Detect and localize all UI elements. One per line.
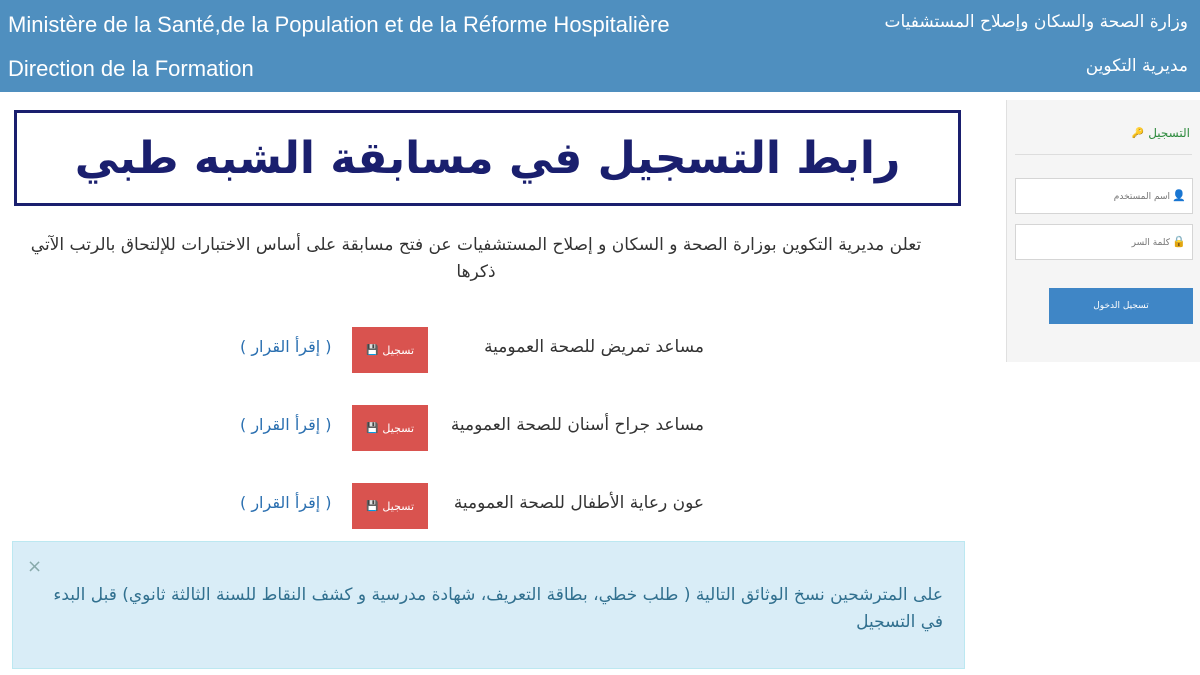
login-panel-title bbox=[1132, 126, 1190, 140]
alert-text: على المترشحين نسخ الوثائق التالية ( طلب خطي، بطاقة التعريف، شهادة مدرسية و كشف النقاط للسنة الثالثة ثانوي) قبل البدء في التسجيل bbox=[53, 585, 943, 632]
register-button[interactable] bbox=[352, 405, 428, 451]
read-decision-link[interactable]: ( إقرأ القرار ) bbox=[240, 493, 332, 512]
register-label: تسجيل bbox=[382, 499, 415, 513]
position-label: مساعد تمريض للصحة العمومية bbox=[484, 337, 704, 357]
user-icon: 👤 bbox=[1172, 189, 1186, 202]
position-label: مساعد جراح أسنان للصحة العمومية bbox=[450, 415, 704, 435]
save-icon: 💾 bbox=[365, 422, 379, 434]
documents-alert bbox=[12, 541, 965, 669]
close-icon[interactable]: × bbox=[27, 556, 43, 577]
divider bbox=[1015, 154, 1192, 155]
password-field bbox=[1015, 224, 1193, 260]
position-label: عون رعاية الأطفال للصحة العمومية bbox=[453, 493, 704, 513]
password-input[interactable] bbox=[1018, 225, 1172, 261]
key-icon: 🔑 bbox=[1131, 127, 1145, 139]
site-header bbox=[0, 0, 1200, 92]
direction-title-fr: Direction de la Formation bbox=[8, 56, 254, 81]
save-icon: 💾 bbox=[365, 344, 379, 356]
read-decision-link[interactable]: ( إقرأ القرار ) bbox=[240, 415, 332, 434]
login-button[interactable]: تسجيل الدخول bbox=[1049, 288, 1193, 324]
banner-title: رابط التسجيل في مسابقة الشبه طبي bbox=[74, 132, 901, 184]
register-label: تسجيل bbox=[382, 343, 415, 357]
registration-banner bbox=[14, 110, 961, 206]
save-icon: 💾 bbox=[365, 500, 379, 512]
username-field bbox=[1015, 178, 1193, 214]
intro-text: تعلن مديرية التكوين بوزارة الصحة و السكان و إصلاح المستشفيات عن فتح مسابقة على أساس الاختبارات للإلتحاق بالرتب الآتي ذكرها bbox=[30, 235, 922, 282]
ministry-title-ar: وزارة الصحة والسكان وإصلاح المستشفيات bbox=[884, 12, 1188, 32]
register-button[interactable] bbox=[352, 483, 428, 529]
position-row bbox=[0, 327, 960, 373]
username-input[interactable] bbox=[1018, 179, 1172, 215]
read-decision-link[interactable]: ( إقرأ القرار ) bbox=[240, 337, 332, 356]
ministry-title-fr: Ministère de la Santé,de la Population et de la Réforme Hospitalière bbox=[8, 12, 670, 37]
lock-icon: 🔒 bbox=[1172, 235, 1186, 248]
direction-title-ar: مديرية التكوين bbox=[1085, 56, 1188, 76]
login-panel bbox=[1006, 100, 1200, 362]
register-label: تسجيل bbox=[382, 421, 415, 435]
register-button[interactable] bbox=[352, 327, 428, 373]
login-title-label: التسجيل bbox=[1148, 126, 1190, 140]
position-row bbox=[0, 405, 960, 451]
position-row bbox=[0, 483, 960, 529]
